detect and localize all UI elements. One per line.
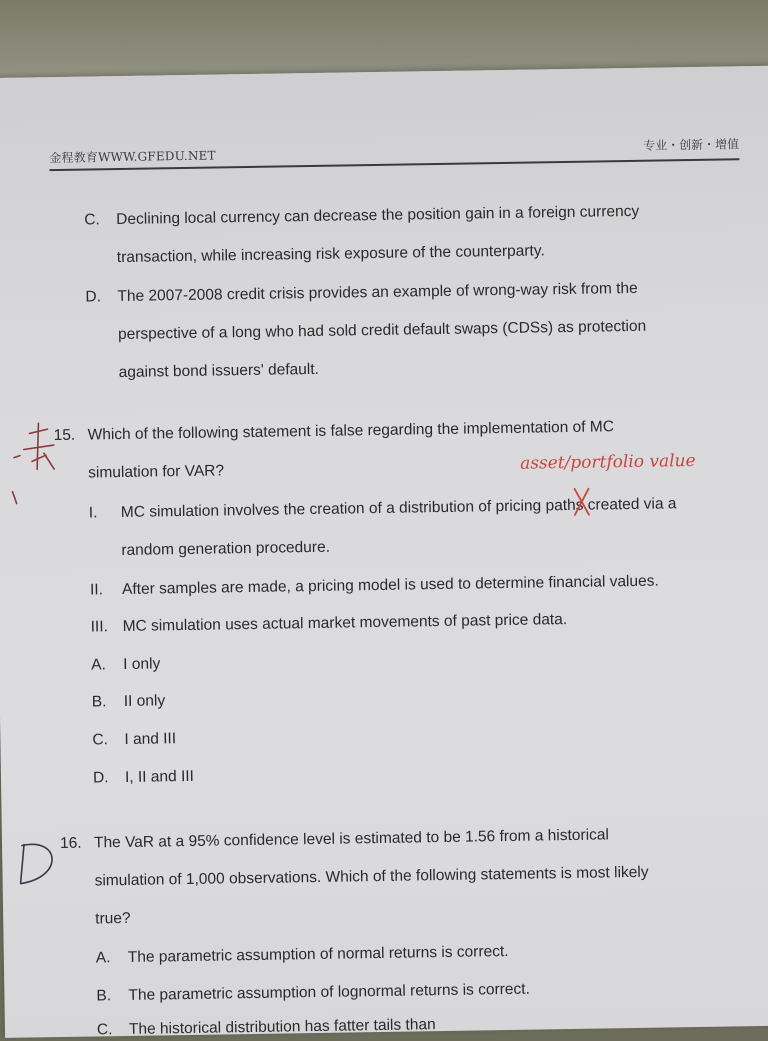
q16-choice-a-text: The parametric assumption of normal returns is correct.: [127, 942, 509, 966]
q16-choice-b-text: The parametric assumption of lognormal returns is correct.: [128, 980, 530, 1004]
handwritten-annotation: asset/portfolio value: [519, 450, 696, 474]
q14-option-d-line-2: perspective of a long who had sold credit default swaps (CDSs) as protection: [117, 317, 647, 344]
document-page: [0, 65, 768, 1037]
q16-number: 16.: [59, 834, 82, 852]
header-site: 金程教育WWW.GFEDU.NET: [49, 148, 216, 166]
handwritten-char-mark: [11, 423, 54, 504]
q15-choice-b-label: B.: [91, 693, 107, 711]
q15-statement-1-label: I.: [88, 504, 98, 522]
q16-choice-c-text: The historical distribution has fatter tails than: [128, 1016, 436, 1038]
q16-stem-line-3: true?: [95, 909, 131, 928]
q16-choice-c-label: C.: [96, 1021, 113, 1039]
q16-choice-b-label: B.: [96, 987, 112, 1005]
q15-choice-d-label: D.: [92, 769, 109, 787]
q16-stem-line-1: The VaR at a 95% confidence level is estimated to be 1.56 from a historical: [93, 826, 610, 852]
q16-stem-line-2: simulation of 1,000 observations. Which of the following statements is most likely: [94, 863, 649, 890]
handwritten-d-mark: [20, 844, 52, 884]
q14-option-c-line-1: Declining local currency can decrease the position gain in a foreign currency: [116, 202, 640, 229]
q15-statement-2-line-1: After samples are made, a pricing model is used to determine financial values.: [121, 572, 659, 598]
q15-choice-d-text: I, II and III: [124, 767, 195, 786]
q15-choice-b-text: II only: [123, 692, 166, 710]
q15-choice-a-label: A.: [91, 656, 107, 674]
q14-option-d-label: D.: [85, 288, 102, 306]
q15-number: 15.: [53, 426, 76, 445]
q15-stem-line-1: Which of the following statement is false regarding the implementation of MC: [87, 418, 615, 444]
header-slogan: 专业・创新・增值: [643, 137, 740, 153]
q15-statement-1-line-2: random generation procedure.: [121, 538, 331, 559]
handwritten-marks: [0, 65, 768, 1037]
q15-choice-c-text: I and III: [124, 730, 177, 748]
annotation-caret: [575, 489, 589, 515]
q14-option-d-line-3: against bond issuers' default.: [118, 360, 320, 382]
q15-statement-1-line-1: MC simulation involves the creation of a distribution of pricing paths created via a: [120, 495, 677, 521]
q15-choice-a-text: I only: [123, 655, 161, 673]
q15-choice-c-label: C.: [92, 731, 109, 749]
q16-choice-a-label: A.: [95, 949, 111, 967]
q15-statement-3-line-1: MC simulation uses actual market movements of past price data.: [122, 611, 568, 635]
q15-statement-3-label: III.: [90, 618, 109, 636]
q14-option-d-line-1: The 2007-2008 credit crisis provides an example of wrong-way risk from the: [117, 279, 638, 306]
q15-stem-line-2: simulation for VAR?: [88, 462, 225, 482]
q14-option-c-label: C.: [84, 211, 100, 229]
q15-statement-2-label: II.: [89, 581, 104, 599]
q14-option-c-line-2: transaction, while increasing risk exposure of the counterparty.: [116, 242, 545, 267]
